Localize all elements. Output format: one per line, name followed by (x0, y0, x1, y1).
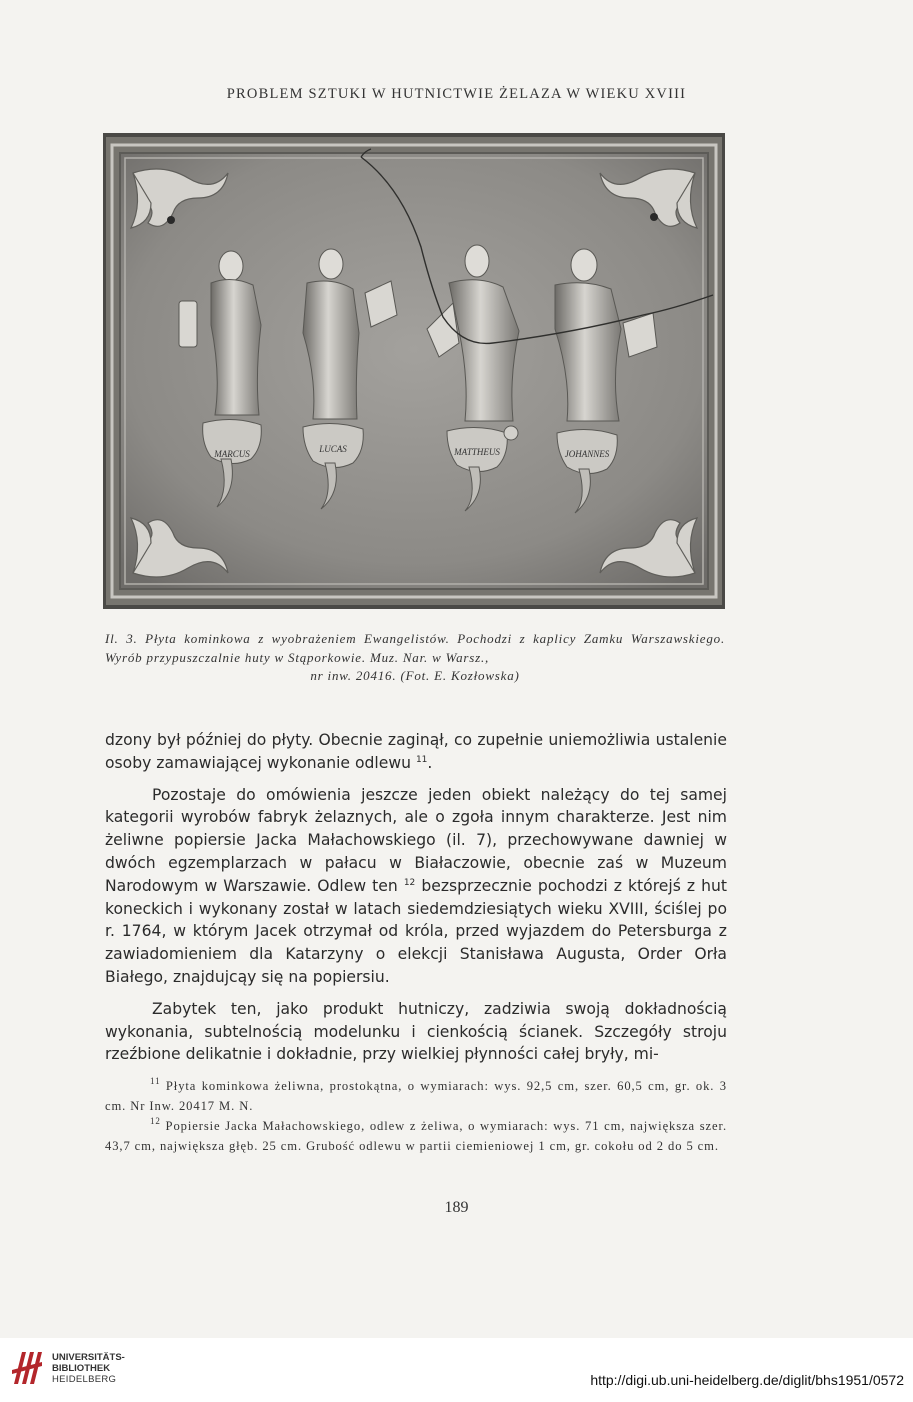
fireplace-plate-photo (103, 133, 725, 609)
page-number: 189 (444, 1199, 469, 1216)
mounting-hole (650, 213, 658, 221)
paragraph (105, 729, 727, 775)
footnote-ref[interactable]: 11 (415, 754, 428, 765)
mounting-hole (167, 216, 175, 224)
paragraph: Zabytek ten, jako produkt hutniczy, zadziwia swoją dokładnością wykonania, subtelnością modelunku i cienkością ścianek. Szczegóły stroju rzeźbione delikatnie i dokładnie, przy wielkiej płynności całej bryły, mi- (105, 999, 727, 1064)
plaque-inscription: MATTHEUS (454, 447, 500, 457)
library-name-line: HEIDELBERG (52, 1374, 117, 1385)
footer-band (0, 1338, 913, 1402)
footnote-ref[interactable]: 12 (403, 877, 416, 888)
footnote-number: 11 (150, 1076, 161, 1086)
plaque-inscription: JOHANNES (564, 449, 610, 459)
plaque-inscription: LUCAS (319, 444, 347, 454)
footnote (105, 1116, 727, 1156)
footnote-text: Płyta kominkowa żeliwna, prostokątna, o wymiarach: wys. 92,5 cm, szer. 60,5 cm, gr. ok. 3 cm. Nr Inw. 20417 M. N. (105, 1079, 727, 1113)
caption-line: Il. 3. Płyta kominkowa z wyobrażeniem Ewangelistów. Pochodzi z kaplicy Zamku (105, 631, 624, 646)
footnote-number: 12 (150, 1116, 161, 1126)
footnote (105, 1076, 727, 1116)
figure-caption (105, 630, 725, 686)
library-name-line: UNIVERSITÄTS- (52, 1352, 125, 1363)
library-name (52, 1352, 125, 1385)
plaque-inscription: MARCUS (214, 449, 250, 459)
running-title: PROBLEM SZTUKI W HUTNICTWIE ŻELAZA W WIEKU XVIII (226, 86, 687, 102)
caption-line: nr inw. 20416. (Fot. E. Kozłowska) (310, 668, 520, 683)
footnotes (105, 1076, 727, 1156)
paragraph-text: dzony był później do płyty. Obecnie zaginął, co zupełnie uniemożliwia ustalenie osoby zamawiającej wykonanie odlewu (105, 731, 727, 772)
caption-line: Warszawskiego. Wyrób przypuszczalnie huty w Stąporkowie. Muz. Nar. w Warsz., (105, 631, 725, 665)
body-text (105, 729, 727, 1066)
paragraph-text: bezsprzecznie pochodzi z którejś z hut koneckich i wykonany został w latach siedemdziesiątych wieku XVIII, ściślej po r. 1764, w którym Jacek otrzymał od króla, przed wyjazdem do Petersburga z zawiadomieniem dla Katarzyny o elekcji Stanisława Augusta, Order Orła Białego, znajdujcąy się na popiersiu. (105, 876, 727, 986)
paragraph-text: Pozostaje do omówienia jeszcze jeden obiekt należący do tej samej kategorii wyrobów fabryk żelaznych, ale o zgoła innym charakterze. Jest nim żeliwne popiersie Jacka Małachowskiego (il. 7), przechowywane dawniej w dwóch egzemplarzach w pałacu w Białaczowie, obecnie zaś w Muzeum Narodowym w Warszawie. Odlew ten (105, 785, 727, 895)
paragraph (105, 784, 727, 989)
plate-illustration (103, 133, 725, 609)
heidelberg-library-logo-icon[interactable] (10, 1344, 44, 1390)
source-url-link[interactable]: http://digi.ub.uni-heidelberg.de/diglit/bhs1951/0572 (590, 1372, 904, 1388)
library-name-line: BIBLIOTHEK (52, 1363, 111, 1374)
paragraph-text: . (427, 753, 433, 772)
footnote-text: Popiersie Jacka Małachowskiego, odlew z żeliwa, o wymiarach: wys. 71 cm, największa szer. 43,7 cm, największa głęb. 25 cm. Grubość odlewu w partii ciemieniowej 1 cm, gr. cokołu od 2 do 5 cm. (105, 1119, 727, 1153)
